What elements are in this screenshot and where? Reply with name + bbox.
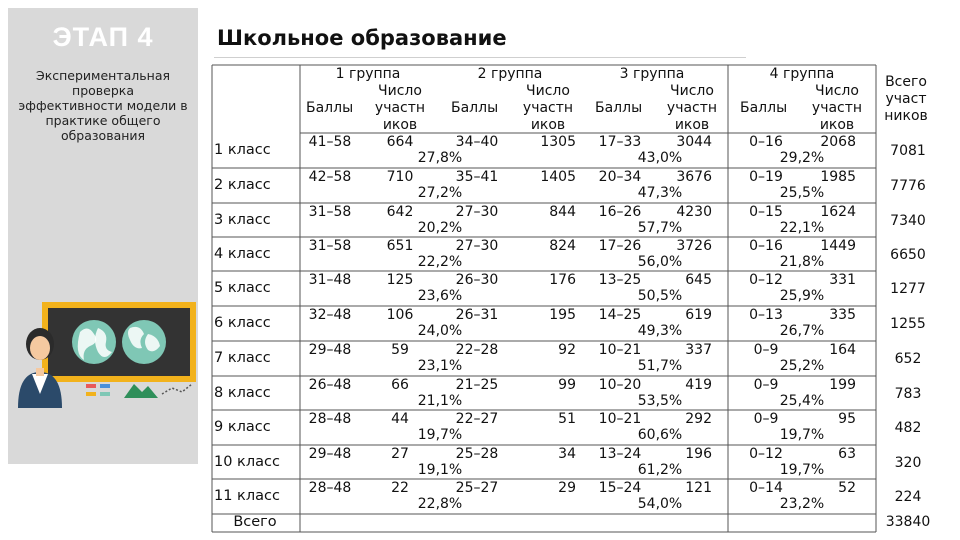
table-cell-g2s: 25–27 xyxy=(455,480,499,496)
table-cell-g2s: 35–41 xyxy=(455,169,499,185)
table-cell-p4: 25,5% xyxy=(779,185,825,201)
row-label: 5 класс xyxy=(214,280,271,296)
total-header-l1: Всего xyxy=(885,74,927,90)
table-cell-g1s: 42–58 xyxy=(308,169,352,185)
table-cell-g2c: 34 xyxy=(558,446,576,462)
row-total: 652 xyxy=(894,351,922,367)
table-cell-g1c: 22 xyxy=(391,480,409,496)
table-cell-p2: 19,7% xyxy=(417,427,463,443)
row-total: 482 xyxy=(894,420,922,436)
table-cell-g1c: 664 xyxy=(386,134,414,150)
table-cell-g4s: 0–9 xyxy=(753,377,779,393)
table-cell-g3c: 292 xyxy=(685,411,712,427)
table-cell-p2: 22,2% xyxy=(417,254,463,270)
table-cell-g2c: 29 xyxy=(558,480,576,496)
row-total: 7340 xyxy=(890,213,926,229)
group-1-header: 1 группа xyxy=(335,66,401,82)
table-cell-g2c: 844 xyxy=(549,204,576,220)
table-cell-g1s: 26–48 xyxy=(308,377,352,393)
table-cell-g1c: 125 xyxy=(386,272,414,288)
group-1-scores-header: Баллы xyxy=(306,100,354,116)
table-cell-g3s: 15–24 xyxy=(598,480,642,496)
group-1-count-header-l3: иков xyxy=(382,117,418,133)
row-label: 7 класс xyxy=(214,350,271,366)
row-label: 4 класс xyxy=(214,246,271,262)
table-cell-p2: 23,1% xyxy=(417,358,463,374)
table-cell-g4s: 0–12 xyxy=(749,446,783,462)
row-label: 8 класс xyxy=(214,385,271,401)
table-cell-g1s: 28–48 xyxy=(308,480,352,496)
row-total: 6650 xyxy=(890,247,926,263)
table-cell-g4s: 0–9 xyxy=(753,411,779,427)
row-total: 1255 xyxy=(890,316,926,332)
group-4-count-header-l3: иков xyxy=(819,117,855,133)
table-cell-g3s: 13–24 xyxy=(598,446,642,462)
table-cell-g3c: 337 xyxy=(685,342,712,358)
group-2-count-header-l3: иков xyxy=(530,117,566,133)
table-cell-g1s: 41–58 xyxy=(308,134,352,150)
group-4-count-header-l1: Число xyxy=(815,83,859,99)
row-label: 9 класс xyxy=(214,419,271,435)
table-cell-g2c: 1305 xyxy=(540,134,576,150)
row-label: 11 класс xyxy=(214,488,280,504)
table-cell-g4c: 52 xyxy=(838,480,856,496)
table-cell-g3c: 645 xyxy=(685,272,712,288)
table-cell-g2c: 51 xyxy=(558,411,576,427)
table-cell-p4: 25,2% xyxy=(779,358,825,374)
table-cell-p3: 47,3% xyxy=(637,185,683,201)
table-cell-g2s: 26–31 xyxy=(455,307,499,323)
table-cell-p2: 27,8% xyxy=(417,150,463,166)
table-cell-p4: 19,7% xyxy=(779,427,825,443)
total-header-l3: ников xyxy=(884,108,928,124)
table-cell-g1c: 106 xyxy=(386,307,414,323)
group-3-count-header-l3: иков xyxy=(674,117,710,133)
table-cell-p3: 49,3% xyxy=(637,323,683,339)
table-cell-g4c: 331 xyxy=(829,272,856,288)
table-cell-p2: 24,0% xyxy=(417,323,463,339)
total-header-l2: участ xyxy=(885,91,927,107)
table-cell-g2s: 27–30 xyxy=(455,238,499,254)
table-cell-g4s: 0–16 xyxy=(749,238,783,254)
group-4-count-header-l2: участн xyxy=(811,100,863,116)
total-row-label: Всего xyxy=(233,514,277,530)
table-cell-p4: 26,7% xyxy=(779,323,825,339)
table-cell-g3c: 4230 xyxy=(676,204,712,220)
table-cell-g2c: 176 xyxy=(549,272,576,288)
group-1-count-header-l2: участн xyxy=(374,100,426,116)
table-cell-g1c: 651 xyxy=(386,238,414,254)
table-cell-g3c: 419 xyxy=(685,377,712,393)
table-cell-g1c: 27 xyxy=(391,446,409,462)
table-cell-g3c: 3044 xyxy=(676,134,712,150)
table-cell-g4c: 335 xyxy=(829,307,856,323)
table-cell-g3s: 20–34 xyxy=(598,169,642,185)
table-cell-g2c: 195 xyxy=(549,307,576,323)
table-cell-g4s: 0–15 xyxy=(749,204,783,220)
table-cell-p2: 23,6% xyxy=(417,288,463,304)
grand-total: 33840 xyxy=(885,514,931,530)
table-cell-p4: 22,1% xyxy=(779,220,825,236)
table-cell-g3s: 10–21 xyxy=(598,342,642,358)
table-cell-g1s: 32–48 xyxy=(308,307,352,323)
table-cell-g1s: 29–48 xyxy=(308,446,352,462)
group-3-count-header-l1: Число xyxy=(670,83,714,99)
table-cell-g4s: 0–16 xyxy=(749,134,783,150)
row-label: 2 класс xyxy=(214,177,271,193)
group-2-count-header-l1: Число xyxy=(526,83,570,99)
group-2-scores-header: Баллы xyxy=(451,100,499,116)
table-cell-g4c: 1449 xyxy=(820,238,856,254)
table-cell-g2c: 99 xyxy=(558,377,576,393)
table-cell-g1c: 44 xyxy=(391,411,409,427)
table-cell-g4s: 0–13 xyxy=(749,307,783,323)
table-cell-g4c: 1624 xyxy=(820,204,856,220)
table-cell-p3: 61,2% xyxy=(637,462,683,478)
table-cell-g1s: 31–58 xyxy=(308,238,352,254)
table-cell-p3: 53,5% xyxy=(637,393,683,409)
table-cell-g3c: 3726 xyxy=(676,238,712,254)
row-total: 224 xyxy=(894,489,922,505)
row-total: 320 xyxy=(894,455,922,471)
group-1-count-header-l1: Число xyxy=(378,83,422,99)
table-cell-g3s: 16–26 xyxy=(598,204,642,220)
group-3-scores-header: Баллы xyxy=(595,100,643,116)
table-cell-g1s: 29–48 xyxy=(308,342,352,358)
table-cell-g4c: 95 xyxy=(838,411,856,427)
table-cell-g2c: 1405 xyxy=(540,169,576,185)
stage-title: ЭТАП 4 xyxy=(52,22,154,52)
table-cell-p2: 22,8% xyxy=(417,496,463,512)
table-cell-g4s: 0–9 xyxy=(753,342,779,358)
row-total: 783 xyxy=(894,386,922,402)
table-cell-g4c: 199 xyxy=(829,377,856,393)
row-total: 1277 xyxy=(890,281,926,297)
table-cell-p4: 23,2% xyxy=(779,496,825,512)
table-cell-p3: 51,7% xyxy=(637,358,683,374)
table-cell-p4: 29,2% xyxy=(779,150,825,166)
table-cell-g1c: 642 xyxy=(386,204,414,220)
table-cell-g1c: 59 xyxy=(391,342,409,358)
row-label: 3 класс xyxy=(214,212,271,228)
table-cell-p3: 50,5% xyxy=(637,288,683,304)
table-cell-g3c: 121 xyxy=(685,480,712,496)
table-cell-g4s: 0–14 xyxy=(749,480,783,496)
table-cell-g4s: 0–12 xyxy=(749,272,783,288)
table-cell-p3: 43,0% xyxy=(637,150,683,166)
table-cell-g2s: 22–28 xyxy=(455,342,499,358)
table-cell-g4c: 2068 xyxy=(820,134,856,150)
table-cell-p2: 27,2% xyxy=(417,185,463,201)
table-cell-g1c: 710 xyxy=(386,169,414,185)
row-label: 6 класс xyxy=(214,315,271,331)
group-4-scores-header: Баллы xyxy=(740,100,788,116)
table-cell-p3: 54,0% xyxy=(637,496,683,512)
table-cell-p2: 19,1% xyxy=(417,462,463,478)
row-total: 7776 xyxy=(890,178,926,194)
table-cell-g2s: 27–30 xyxy=(455,204,499,220)
table-cell-p4: 19,7% xyxy=(779,462,825,478)
table-cell-p4: 25,9% xyxy=(779,288,825,304)
table-cell-p3: 57,7% xyxy=(637,220,683,236)
table-cell-g2s: 22–27 xyxy=(455,411,499,427)
table-cell-g4c: 1985 xyxy=(820,169,856,185)
group-3-header: 3 группа xyxy=(619,66,685,82)
table-cell-g4s: 0–19 xyxy=(749,169,783,185)
row-label: 10 класс xyxy=(214,454,280,470)
table-cell-p3: 60,6% xyxy=(637,427,683,443)
table-cell-g2s: 25–28 xyxy=(455,446,499,462)
table-cell-g3s: 10–20 xyxy=(598,377,642,393)
table-cell-g2s: 34–40 xyxy=(455,134,499,150)
table-cell-g3c: 3676 xyxy=(676,169,712,185)
group-4-header: 4 группа xyxy=(769,66,835,82)
table-cell-g3c: 619 xyxy=(685,307,712,323)
table-cell-g3s: 17–26 xyxy=(598,238,642,254)
stage-description: Экспериментальная проверка эффективности модели в практике общего образования xyxy=(18,68,188,143)
table-cell-g1s: 28–48 xyxy=(308,411,352,427)
row-total: 7081 xyxy=(890,143,926,159)
table-cell-p4: 25,4% xyxy=(779,393,825,409)
table-cell-g1s: 31–58 xyxy=(308,204,352,220)
table-cell-g2c: 824 xyxy=(549,238,576,254)
page-title: Школьное образование xyxy=(217,26,507,50)
table-cell-g1s: 31–48 xyxy=(308,272,352,288)
group-3-count-header-l2: участн xyxy=(666,100,718,116)
table-cell-g3s: 17–33 xyxy=(598,134,642,150)
table-cell-g4c: 164 xyxy=(829,342,856,358)
table-cell-g1c: 66 xyxy=(391,377,409,393)
table-cell-p2: 21,1% xyxy=(417,393,463,409)
table-cell-g3c: 196 xyxy=(685,446,712,462)
table-cell-g3s: 14–25 xyxy=(598,307,642,323)
table-cell-g2c: 92 xyxy=(558,342,576,358)
group-2-header: 2 группа xyxy=(477,66,543,82)
row-label: 1 класс xyxy=(214,142,271,158)
table-cell-p4: 21,8% xyxy=(779,254,825,270)
table-cell-p2: 20,2% xyxy=(417,220,463,236)
table-cell-g3s: 10–21 xyxy=(598,411,642,427)
group-2-count-header-l2: участн xyxy=(522,100,574,116)
table-cell-g2s: 21–25 xyxy=(455,377,499,393)
table-cell-g3s: 13–25 xyxy=(598,272,642,288)
table-cell-g4c: 63 xyxy=(838,446,856,462)
table-cell-p3: 56,0% xyxy=(637,254,683,270)
table-cell-g2s: 26–30 xyxy=(455,272,499,288)
